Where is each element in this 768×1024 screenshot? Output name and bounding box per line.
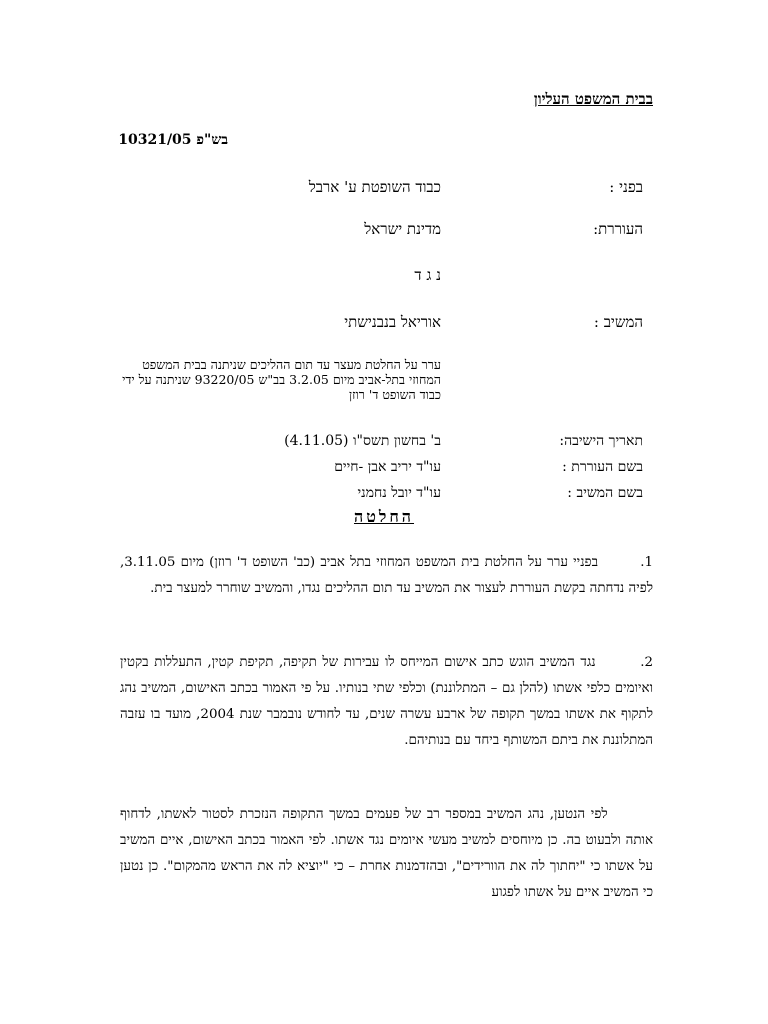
appellant-counsel-label: בשם העוררת :	[562, 459, 643, 475]
hearing-date-value: ב' בחשון תשס"ו (4.11.05)	[284, 433, 441, 449]
appeal-description: ערר על החלטת מעצר עד תום ההליכים שניתנה בבית המשפט המחוזי בתל-אביב מיום 3.2.05 בב"ש 93220/05 שניתנה על ידי כבוד השופט ד' רוזן	[122, 357, 441, 402]
paragraph-text: לפי הנטען, נהג המשיב במספר רב של פעמים במשך התקופה הנזכרת לסטור לאשתו, לדחוף אותה ולבעוט בה. כן מיוחסים למשיב מעשי איומים נגד אשתו. לפי האמור בכתב האישום, איים המשיב על אשתו כי "יחתוך לה את הוורידים", ובהזדמנות אחרת – כי "יוציא לה את הראש מהמקום". כן נטען כי המשיב איים על אשתו לפגוע	[120, 807, 653, 900]
paragraph	[120, 650, 653, 754]
before-label: בפני :	[609, 178, 643, 196]
paragraph-number: 1.	[640, 555, 653, 570]
paragraph-number: 2.	[640, 655, 653, 670]
decision-heading: החלטה	[353, 507, 415, 526]
paragraph-text: בפניי ערר על החלטת בית המשפט המחוזי בתל אביב (כב' השופט ד' רוזן) מיום 3.11.05, לפיה נדחתה בקשת העוררת לעצור את המשיב עד תום ההליכים נגדו, והמשיב שוחרר למעצר בית.	[120, 555, 653, 596]
respondent-counsel-label: בשם המשיב :	[567, 485, 643, 501]
paragraph-text: נגד המשיב הוגש כתב אישום המייחס לו עבירות של תקיפה, תקיפת קטין, התעללות בקטין ואיומים כלפי אשתו (להלן גם – המתלוננת) וכלפי שתי בנותיו. על פי האמור בכתב האישום, המשיב נהג לתקוף את אשתו במשך תקופה של ארבע עשרה שנים, עד לחודש נובמבר שנת 2004, מועד בו עזבה המתלוננת את ביתם המשותף ביחד עם בנותיהם.	[120, 655, 653, 748]
case-number: בש"פ 10321/05	[118, 132, 228, 148]
appellant-value: מדינת ישראל	[364, 220, 441, 238]
paragraph	[120, 802, 653, 906]
respondent-label: המשיב :	[593, 313, 643, 331]
versus-text: נ ג ד	[414, 266, 441, 284]
before-value: כבוד השופטת ע' ארבל	[308, 178, 441, 196]
respondent-value: אוריאל בנבנישתי	[344, 313, 441, 331]
appellant-label: העוררת:	[593, 220, 643, 238]
paragraph	[120, 550, 653, 602]
appellant-counsel-value: עו"ד יריב אבן -חיים	[334, 459, 441, 475]
hearing-date-label: תאריך הישיבה:	[559, 433, 643, 449]
respondent-counsel-value: עו"ד יובל נחמני	[357, 485, 441, 501]
court-name: בבית המשפט העליון	[533, 90, 653, 108]
